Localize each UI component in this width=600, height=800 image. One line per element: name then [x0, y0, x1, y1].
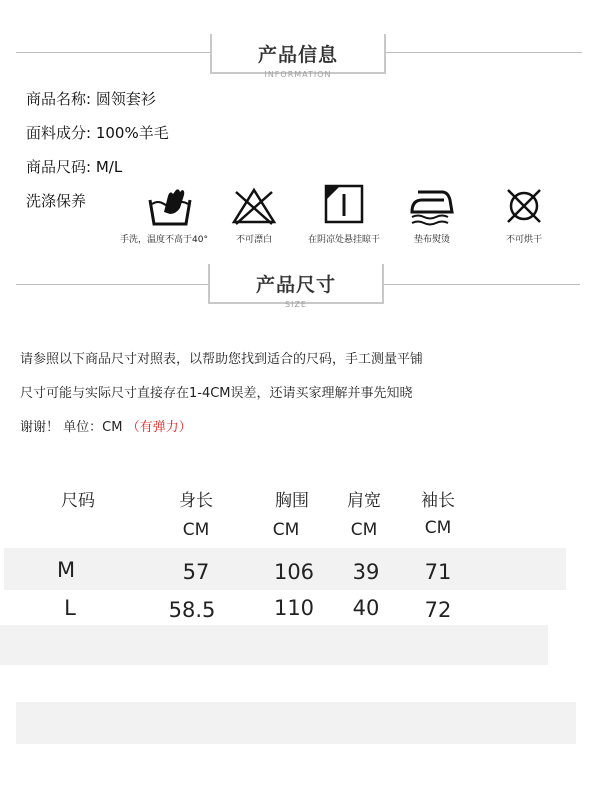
size-note-1: 请参照以下商品尺寸对照表，以帮助您找到适合的尺码，手工测量平铺: [20, 352, 424, 367]
care-text-no-tumble-dry: 不可烘干: [505, 235, 542, 245]
care-text-hand-wash: 手洗，温度不高于40°: [120, 235, 208, 245]
hand-wash-icon: [146, 186, 194, 226]
decorative-band: [0, 625, 548, 665]
section-subtitle: SIZE: [285, 300, 307, 309]
table-cell-chest: 106: [273, 560, 315, 584]
table-cell-size: L: [64, 596, 76, 620]
table-header-shoulder: 肩宽: [347, 491, 381, 511]
table-cell-length: 58.5: [168, 598, 216, 622]
section-title: 产品尺寸: [255, 274, 336, 296]
care-label: 洗涤保养: [26, 192, 87, 210]
product-name-value: 圆领套衫: [95, 90, 156, 108]
table-unit: CM: [272, 520, 300, 540]
table-unit: CM: [182, 520, 210, 540]
product-size: [26, 156, 122, 177]
table-cell-sleeve: 71: [424, 560, 452, 584]
product-size-label: 商品尺码:: [26, 158, 92, 176]
decorative-band: [16, 702, 576, 744]
size-note-2: 尺寸可能与实际尺寸直接存在1-4CM误差，还请买家理解并事先知晓: [20, 386, 413, 401]
care-text-no-bleach: 不可漂白: [235, 235, 272, 245]
divider-left: [16, 284, 212, 285]
product-name: [26, 88, 156, 109]
product-material-value: 100%羊毛: [95, 124, 169, 142]
divider-right: [384, 284, 580, 285]
table-cell-shoulder: 40: [352, 596, 380, 620]
table-header-chest: 胸围: [275, 491, 309, 511]
product-size-value: M/L: [95, 158, 123, 176]
section-title: 产品信息: [257, 44, 338, 66]
table-cell-length: 57: [182, 560, 210, 584]
no-tumble-dry-icon: [500, 186, 548, 226]
product-name-label: 商品名称:: [26, 90, 92, 108]
iron-with-cloth-icon: [408, 186, 456, 226]
table-unit: CM: [350, 520, 378, 540]
table-cell-shoulder: 39: [352, 560, 380, 584]
divider-right: [386, 52, 582, 53]
divider-left: [16, 52, 212, 53]
elastic-note: （有弹力）: [126, 420, 192, 435]
table-unit: CM: [424, 518, 452, 538]
table-cell-sleeve: 72: [424, 598, 452, 622]
table-header-length: 身长: [179, 491, 213, 511]
section-header-size: [208, 264, 384, 309]
product-material-label: 面料成分:: [26, 124, 92, 142]
table-cell-size: M: [56, 558, 76, 582]
care-text-iron: 垫布熨烫: [413, 235, 450, 245]
no-bleach-icon: [230, 186, 278, 226]
size-note-3: [20, 416, 192, 435]
table-cell-chest: 110: [273, 596, 315, 620]
product-material: [26, 122, 169, 143]
size-note-unit: 谢谢！ 单位：CM: [20, 420, 123, 435]
line-dry-shade-icon: [320, 184, 368, 224]
care-text-line-dry: 在阴凉处悬挂晾干: [307, 235, 380, 245]
section-header-info: [210, 34, 386, 79]
table-header-size: 尺码: [61, 491, 95, 511]
table-header-sleeve: 袖长: [421, 491, 455, 511]
section-subtitle: INFORMATION: [264, 70, 332, 79]
